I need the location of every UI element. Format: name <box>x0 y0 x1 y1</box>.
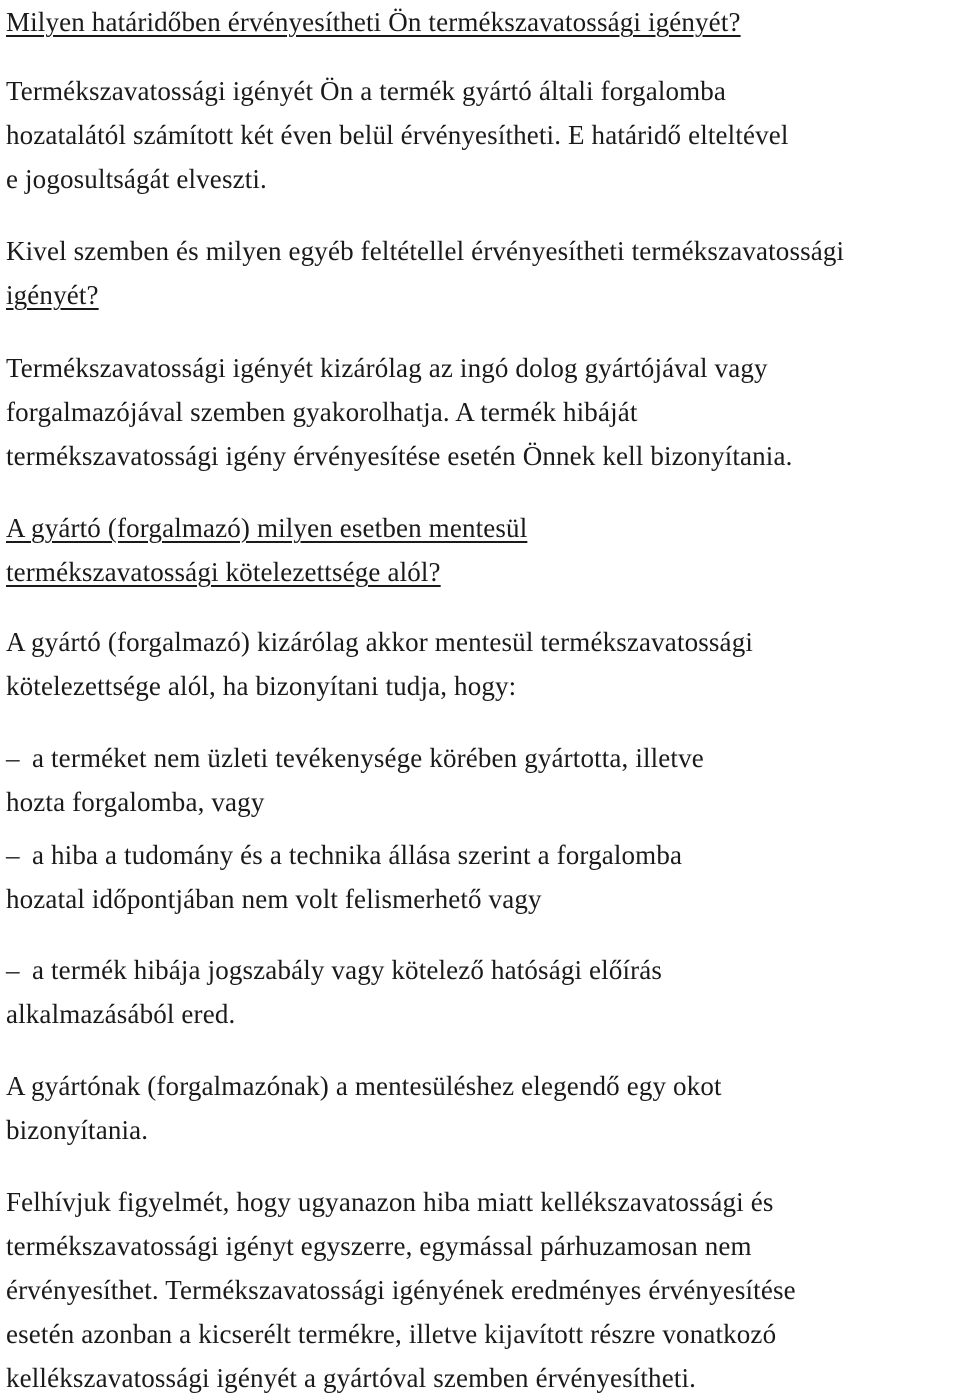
paragraph-line: Felhívjuk figyelmét, hogy ugyanazon hiba miatt kellékszavatossági és <box>6 1187 774 1217</box>
paragraph-line: termékszavatossági igény érvényesítése esetén Önnek kell bizonyítania. <box>6 441 793 471</box>
question-exemption-heading <box>6 506 956 594</box>
list-item-text: a hiba a tudomány és a technika állása szerint a forgalomba <box>32 840 683 870</box>
list-item-text: a terméket nem üzleti tevékenysége körében gyártotta, illetve <box>32 743 704 773</box>
sufficient-reason-paragraph <box>6 1064 956 1152</box>
list-item-text: a termék hibája jogszabály vagy kötelező hatósági előírás <box>32 955 663 985</box>
paragraph-line: esetén azonban a kicserélt termékre, illetve kijavított részre vonatkozó <box>6 1319 777 1349</box>
answer-whom-paragraph <box>6 346 956 478</box>
dash-bullet-icon: – <box>6 743 20 773</box>
paragraph-line: kötelezettsége alól, ha bizonyítani tudja, hogy: <box>6 671 517 701</box>
answer-deadline-paragraph <box>6 69 956 201</box>
list-item <box>6 736 956 824</box>
heading-line: termékszavatossági kötelezettsége alól? <box>6 557 441 587</box>
dash-bullet-icon: – <box>6 955 20 985</box>
paragraph-line: Termékszavatossági igényét Ön a termék gyártó általi forgalomba <box>6 76 727 106</box>
paragraph-line: érvényesíthet. Termékszavatossági igényének eredményes érvényesítése <box>6 1275 796 1305</box>
paragraph-line: A gyártónak (forgalmazónak) a mentesüléshez elegendő egy okot <box>6 1071 722 1101</box>
paragraph-line: bizonyítania. <box>6 1115 149 1145</box>
list-item <box>6 833 956 921</box>
answer-exemption-paragraph <box>6 620 956 708</box>
paragraph-line: hozatalától számított két éven belül érvényesítheti. E határidő elteltével <box>6 120 789 150</box>
paragraph-line: e jogosultságát elveszti. <box>6 164 267 194</box>
heading-line: Milyen határidőben érvényesítheti Ön termékszavatossági igényét? <box>6 7 741 37</box>
paragraph-line: Termékszavatossági igényét kizárólag az ingó dolog gyártójával vagy <box>6 353 768 383</box>
question-deadline-heading <box>6 0 956 44</box>
heading-line: Kivel szemben és milyen egyéb feltétellel érvényesítheti termékszavatossági <box>6 236 845 266</box>
paragraph-line: termékszavatossági igényt egyszerre, egymással párhuzamosan nem <box>6 1231 752 1261</box>
heading-line: igényét? <box>6 280 99 310</box>
heading-line: A gyártó (forgalmazó) milyen esetben mentesül <box>6 513 528 543</box>
list-item-text: hozatal időpontjában nem volt felismerhető vagy <box>6 884 542 914</box>
paragraph-line: kellékszavatossági igényét a gyártóval szemben érvényesítheti. <box>6 1363 697 1393</box>
list-item-text: alkalmazásából ered. <box>6 999 236 1029</box>
dash-bullet-icon: – <box>6 840 20 870</box>
list-item <box>6 948 956 1036</box>
list-item-text: hozta forgalomba, vagy <box>6 787 265 817</box>
notice-paragraph <box>6 1180 956 1400</box>
paragraph-line: A gyártó (forgalmazó) kizárólag akkor mentesül termékszavatossági <box>6 627 753 657</box>
paragraph-line: forgalmazójával szemben gyakorolhatja. A termék hibáját <box>6 397 638 427</box>
question-whom-heading <box>6 229 956 317</box>
